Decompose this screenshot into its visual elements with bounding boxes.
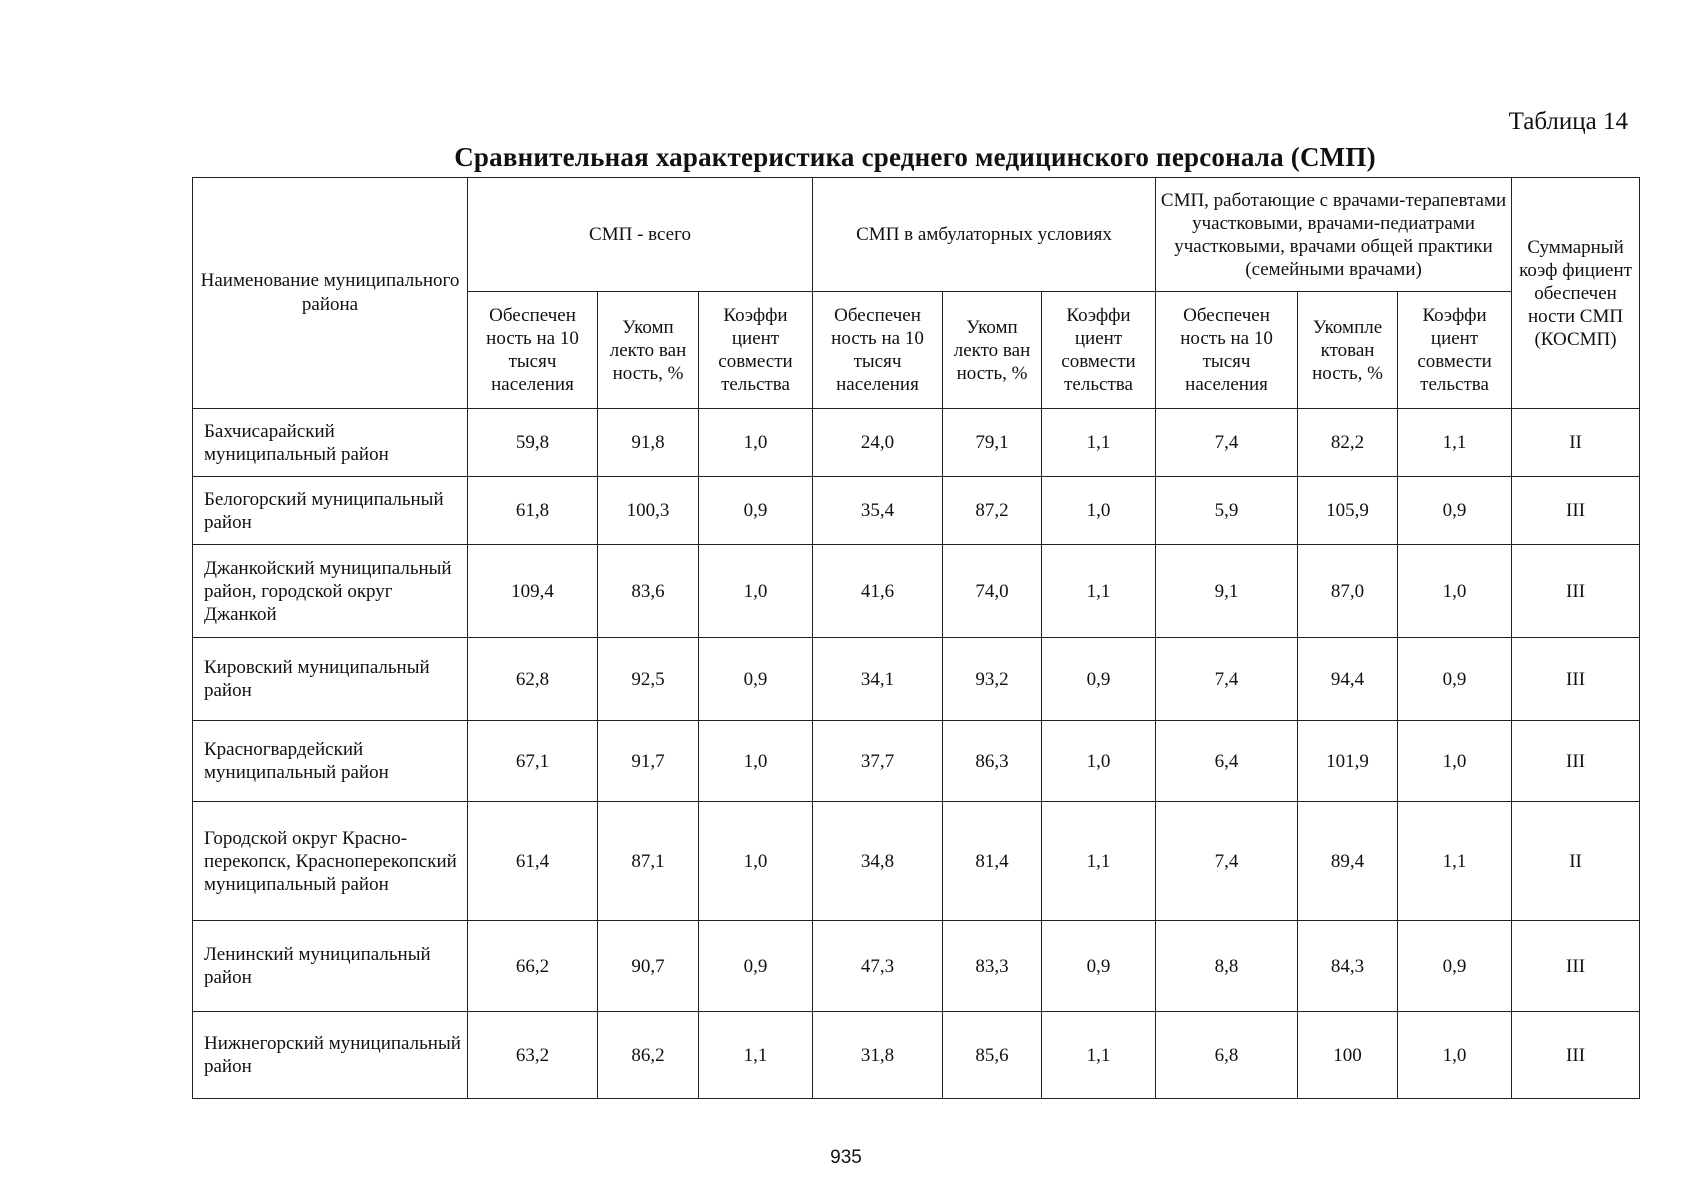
header-row-groups [193,178,1640,292]
cell-district-staffing: 87,0 [1298,545,1398,638]
cell-district-provision: 7,4 [1156,638,1298,721]
cell-smp-total-provision: 59,8 [468,409,598,477]
header-kosmp: Суммарный коэф фициент обеспечен ности СМП (КОСМП) [1512,178,1640,409]
cell-ambulatory-provision: 24,0 [813,409,943,477]
cell-smp-total-coefficient: 1,0 [699,409,813,477]
header-sub-provision: Обеспечен ность на 10 тысяч населения [813,292,943,409]
cell-ambulatory-staffing: 81,4 [943,802,1042,921]
cell-ambulatory-staffing: 83,3 [943,921,1042,1012]
cell-smp-total-coefficient: 1,0 [699,545,813,638]
row-name: Нижнегорский муниципальный район [193,1012,468,1099]
cell-ambulatory-staffing: 79,1 [943,409,1042,477]
cell-smp-total-coefficient: 0,9 [699,477,813,545]
cell-district-coefficient: 0,9 [1398,477,1512,545]
page-number: 935 [830,1147,862,1168]
cell-kosmp: II [1512,409,1640,477]
cell-district-provision: 9,1 [1156,545,1298,638]
header-sub-provision: Обеспечен ность на 10 тысяч населения [1156,292,1298,409]
cell-district-coefficient: 1,1 [1398,409,1512,477]
smp-comparison-table [192,177,1640,1099]
header-group-smp-district-doctors: СМП, работающие с врачами-терапевтами участковыми, врачами-педиатрами участковыми, врачами общей практики (семейными врачами) [1156,178,1512,292]
cell-smp-total-staffing: 92,5 [598,638,699,721]
table-row [193,1012,1640,1099]
cell-district-coefficient: 1,0 [1398,721,1512,802]
cell-kosmp: III [1512,477,1640,545]
cell-smp-total-provision: 109,4 [468,545,598,638]
cell-smp-total-provision: 66,2 [468,921,598,1012]
cell-smp-total-staffing: 86,2 [598,1012,699,1099]
cell-ambulatory-coefficient: 1,0 [1042,477,1156,545]
cell-kosmp: III [1512,545,1640,638]
cell-smp-total-coefficient: 1,0 [699,802,813,921]
cell-district-provision: 7,4 [1156,409,1298,477]
table-header [193,178,1640,409]
cell-kosmp: III [1512,638,1640,721]
row-name: Красногвардейский муниципальный район [193,721,468,802]
cell-smp-total-staffing: 100,3 [598,477,699,545]
cell-kosmp: III [1512,1012,1640,1099]
table-row [193,477,1640,545]
cell-kosmp: II [1512,802,1640,921]
cell-ambulatory-coefficient: 1,0 [1042,721,1156,802]
cell-smp-total-coefficient: 1,1 [699,1012,813,1099]
cell-ambulatory-provision: 47,3 [813,921,943,1012]
cell-district-provision: 6,8 [1156,1012,1298,1099]
header-sub-coefficient: Коэффи циент совмести тельства [1042,292,1156,409]
cell-district-staffing: 105,9 [1298,477,1398,545]
row-name: Джанкойский муниципальный район, городской округ Джанкой [193,545,468,638]
cell-district-coefficient: 1,0 [1398,1012,1512,1099]
cell-ambulatory-provision: 34,1 [813,638,943,721]
row-name: Кировский муниципальный район [193,638,468,721]
row-name: Ленинский муниципальный район [193,921,468,1012]
cell-district-staffing: 100 [1298,1012,1398,1099]
cell-ambulatory-provision: 41,6 [813,545,943,638]
table-row [193,802,1640,921]
cell-smp-total-coefficient: 0,9 [699,638,813,721]
header-group-smp-ambulatory: СМП в амбулаторных условиях [813,178,1156,292]
cell-district-staffing: 94,4 [1298,638,1398,721]
cell-district-provision: 7,4 [1156,802,1298,921]
cell-district-staffing: 84,3 [1298,921,1398,1012]
cell-ambulatory-staffing: 86,3 [943,721,1042,802]
cell-smp-total-provision: 61,4 [468,802,598,921]
cell-ambulatory-coefficient: 1,1 [1042,409,1156,477]
header-sub-coefficient: Коэффи циент совмести тельства [699,292,813,409]
cell-ambulatory-staffing: 74,0 [943,545,1042,638]
row-name: Городской округ Красно-перекопск, Красноперекопский муниципальный район [193,802,468,921]
cell-ambulatory-coefficient: 1,1 [1042,802,1156,921]
cell-smp-total-provision: 61,8 [468,477,598,545]
header-sub-staffing: Укомп лекто ван ность, % [598,292,699,409]
cell-district-staffing: 89,4 [1298,802,1398,921]
header-group-smp-total: СМП - всего [468,178,813,292]
cell-smp-total-provision: 62,8 [468,638,598,721]
header-sub-coefficient: Коэффи циент совмести тельства [1398,292,1512,409]
cell-ambulatory-provision: 37,7 [813,721,943,802]
cell-ambulatory-staffing: 87,2 [943,477,1042,545]
cell-ambulatory-provision: 34,8 [813,802,943,921]
cell-ambulatory-provision: 35,4 [813,477,943,545]
cell-smp-total-provision: 67,1 [468,721,598,802]
header-sub-provision: Обеспечен ность на 10 тысяч населения [468,292,598,409]
cell-ambulatory-coefficient: 0,9 [1042,638,1156,721]
table-row [193,545,1640,638]
cell-kosmp: III [1512,721,1640,802]
cell-district-coefficient: 1,0 [1398,545,1512,638]
header-sub-staffing: Укомп лекто ван ность, % [943,292,1042,409]
table-title: Сравнительная характеристика среднего медицинского персонала (СМП) [454,142,1376,172]
row-name: Бахчисарайский муниципальный район [193,409,468,477]
cell-smp-total-provision: 63,2 [468,1012,598,1099]
cell-smp-total-coefficient: 1,0 [699,721,813,802]
cell-district-coefficient: 0,9 [1398,921,1512,1012]
table-row [193,921,1640,1012]
table-row [193,721,1640,802]
cell-kosmp: III [1512,921,1640,1012]
table-number-label: Таблица 14 [1508,108,1628,135]
cell-ambulatory-provision: 31,8 [813,1012,943,1099]
cell-ambulatory-coefficient: 0,9 [1042,921,1156,1012]
row-name: Белогорский муниципальный район [193,477,468,545]
cell-district-provision: 5,9 [1156,477,1298,545]
cell-smp-total-staffing: 87,1 [598,802,699,921]
header-name-column: Наименование муниципального района [193,178,468,409]
cell-district-coefficient: 0,9 [1398,638,1512,721]
table-row [193,409,1640,477]
cell-district-provision: 6,4 [1156,721,1298,802]
cell-district-staffing: 82,2 [1298,409,1398,477]
cell-ambulatory-staffing: 93,2 [943,638,1042,721]
cell-smp-total-staffing: 91,8 [598,409,699,477]
cell-smp-total-staffing: 91,7 [598,721,699,802]
cell-ambulatory-staffing: 85,6 [943,1012,1042,1099]
header-sub-staffing: Укомпле ктован ность, % [1298,292,1398,409]
cell-district-staffing: 101,9 [1298,721,1398,802]
cell-smp-total-staffing: 90,7 [598,921,699,1012]
cell-smp-total-staffing: 83,6 [598,545,699,638]
cell-district-coefficient: 1,1 [1398,802,1512,921]
cell-smp-total-coefficient: 0,9 [699,921,813,1012]
table-body [193,409,1640,1099]
table-row [193,638,1640,721]
cell-district-provision: 8,8 [1156,921,1298,1012]
cell-ambulatory-coefficient: 1,1 [1042,545,1156,638]
cell-ambulatory-coefficient: 1,1 [1042,1012,1156,1099]
